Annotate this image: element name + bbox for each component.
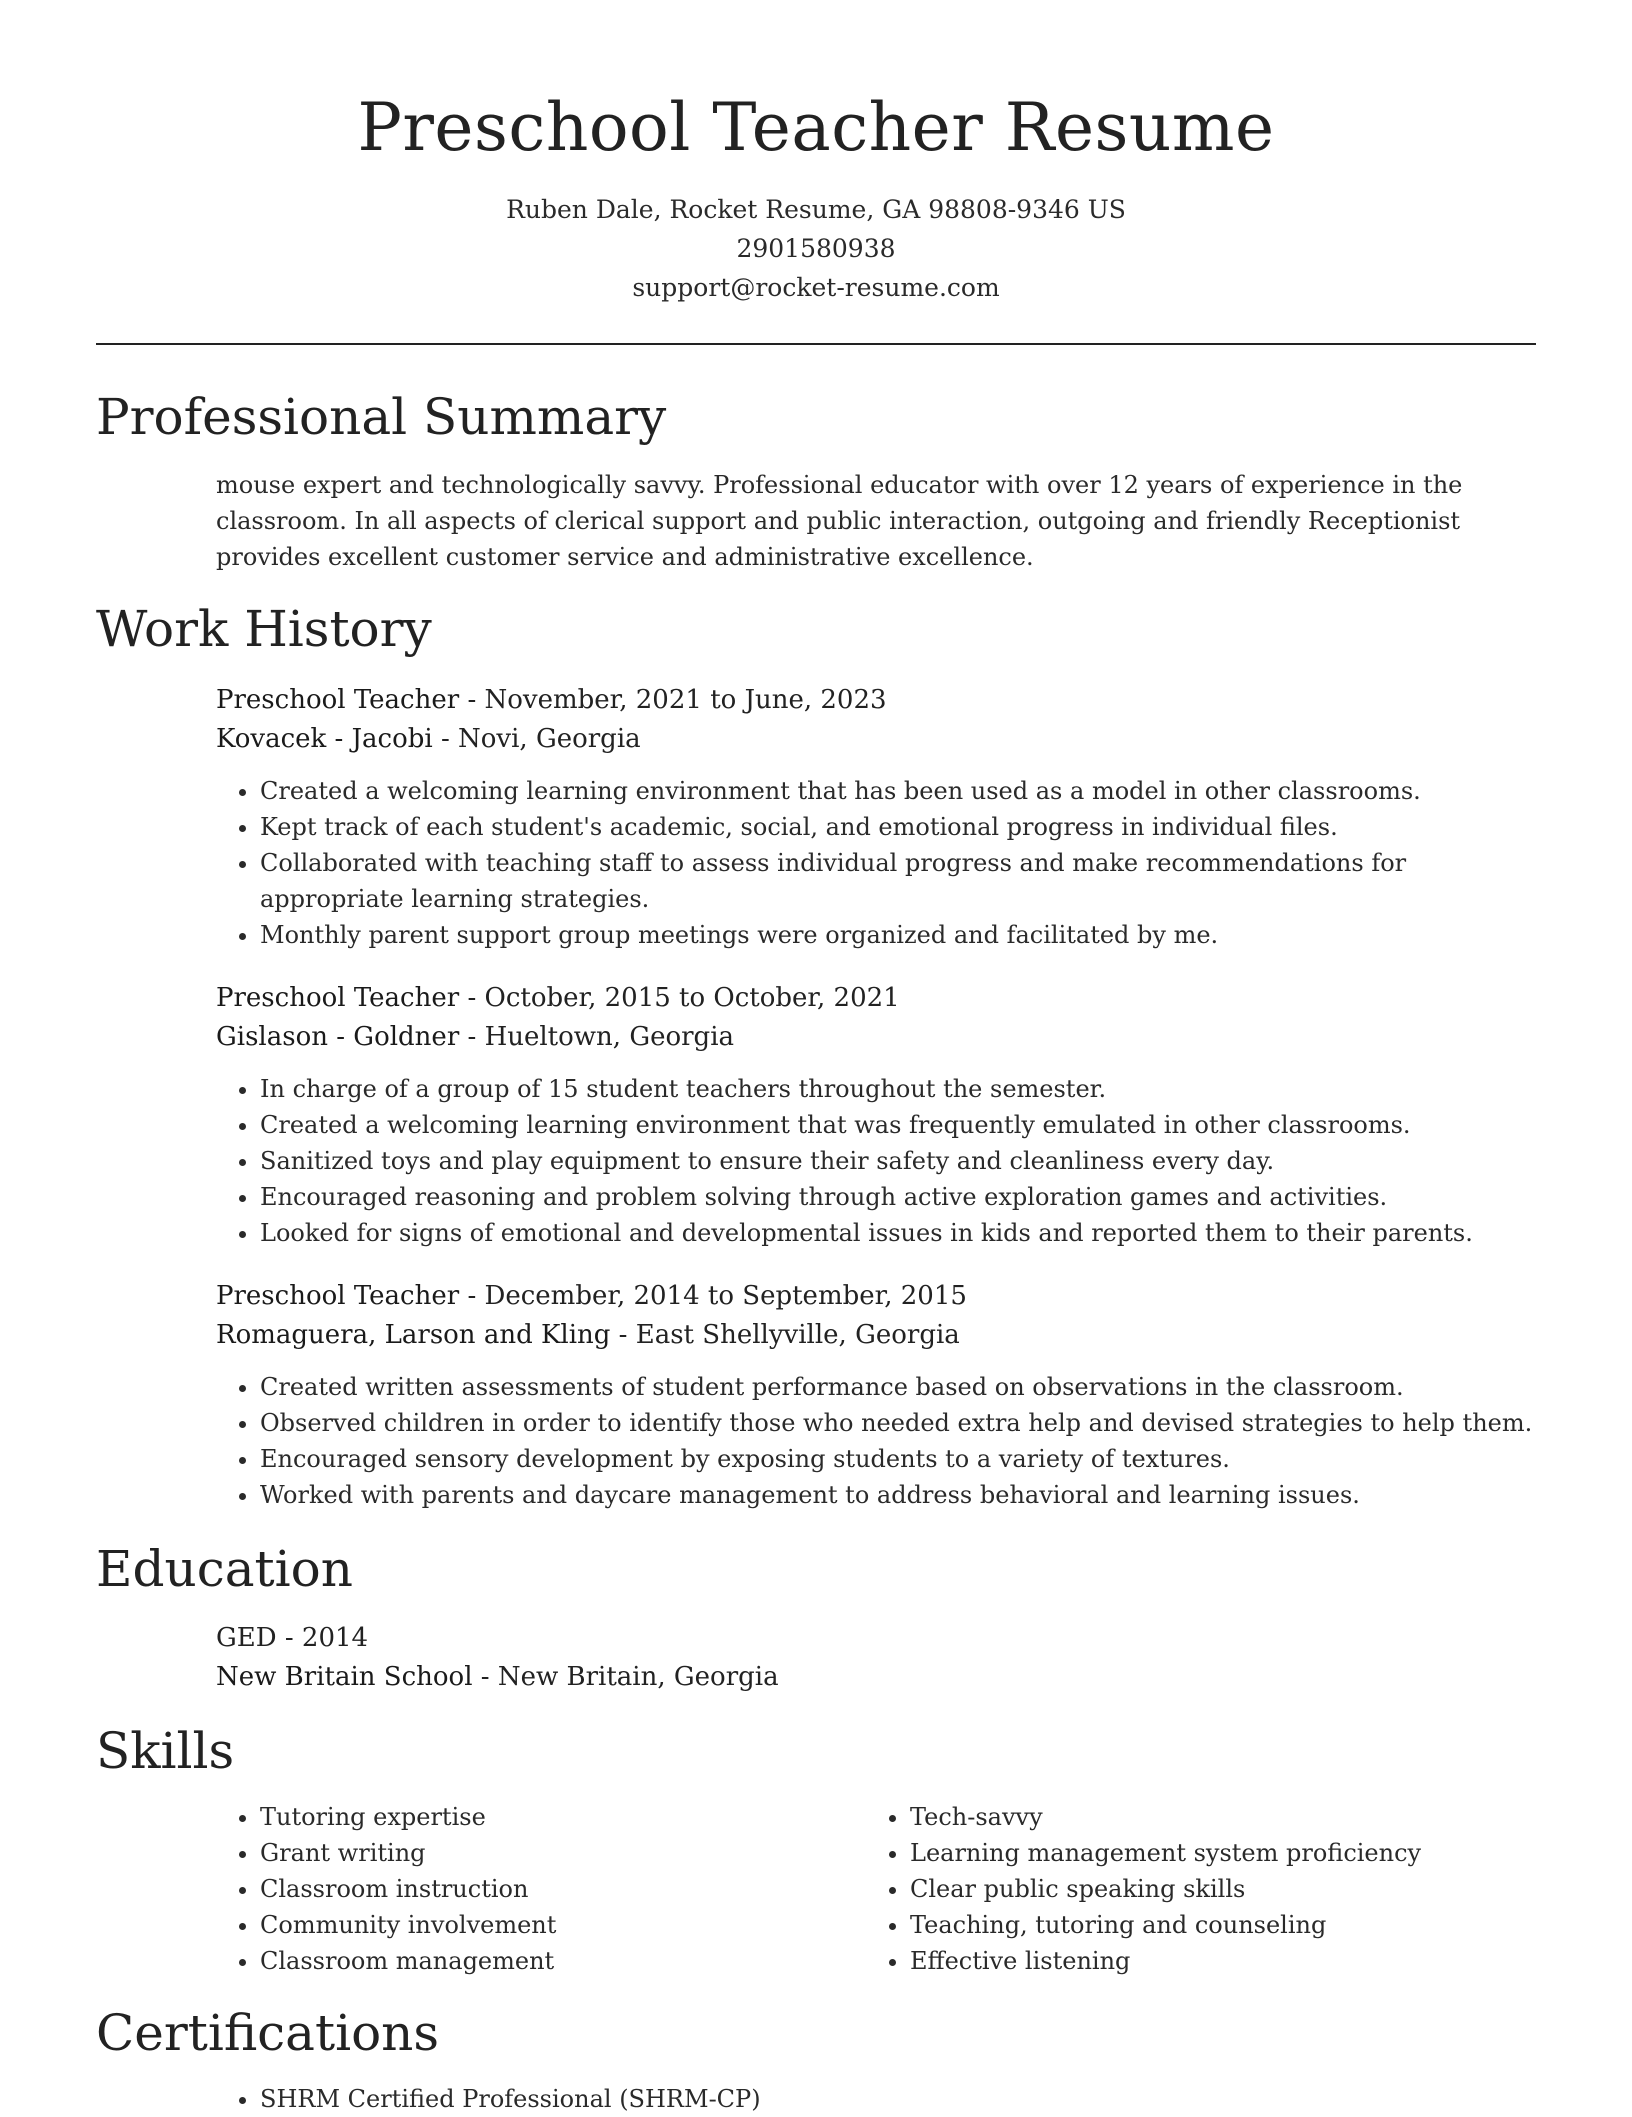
job-bullet-list xyxy=(216,773,1536,953)
job-bullet: • Collaborated with teaching staff to assess individual progress and make recommendations for appropriate learning strategies. xyxy=(260,845,1536,917)
job-title-line xyxy=(216,1277,1536,1316)
job-company: Gislason - Goldner xyxy=(216,1022,460,1052)
job-bullet: • Kept track of each student's academic, social, and emotional progress in individual files. xyxy=(260,809,1536,845)
education-section xyxy=(96,1619,1536,1697)
job-bullet: • Looked for signs of emotional and developmental issues in kids and reported them to their parents. xyxy=(260,1215,1536,1251)
skill-item: • Clear public speaking skills xyxy=(910,1871,1516,1907)
job-dates: - November, 2021 to June, 2023 xyxy=(459,685,887,715)
job-bullet-list xyxy=(216,1369,1536,1513)
job-bullet: • Created written assessments of student performance based on observations in the classroom. xyxy=(260,1369,1536,1405)
summary-text: mouse expert and technologically savvy. Professional educator with over 12 years of experience in the classroom. In all aspects of clerical support and public interaction, outgoing and friendly Receptionist provides excellent customer service and administrative excellence. xyxy=(216,471,1463,571)
skills-heading: Skills xyxy=(96,1722,235,1780)
job-company: Kovacek - Jacobi xyxy=(216,724,433,754)
skill-item: • Classroom management xyxy=(260,1943,866,1979)
page-title: Preschool Teacher Resume xyxy=(357,89,1275,166)
skill-item: • Effective listening xyxy=(910,1943,1516,1979)
skill-item: • Tutoring expertise xyxy=(260,1799,866,1835)
skills-list-left xyxy=(216,1799,866,1979)
job-title-line xyxy=(216,979,1536,1018)
skill-item: • Community involvement xyxy=(260,1907,866,1943)
job-title: Preschool Teacher xyxy=(216,1281,460,1311)
job-title-line xyxy=(216,681,1536,720)
job-bullet: • Created a welcoming learning environment that was frequently emulated in other classrooms. xyxy=(260,1107,1536,1143)
job-location: - East Shellyville, Georgia xyxy=(610,1320,960,1350)
summary-heading: Professional Summary xyxy=(96,388,667,446)
job-company-line xyxy=(216,1316,1536,1355)
skill-item: • Grant writing xyxy=(260,1835,866,1871)
resume-page xyxy=(96,0,1536,2112)
education-location: - New Britain, Georgia xyxy=(472,1662,779,1692)
job-location: - Novi, Georgia xyxy=(432,724,641,754)
job-bullet: • Sanitized toys and play equipment to ensure their safety and cleanliness every day. xyxy=(260,1143,1536,1179)
job-bullet: • In charge of a group of 15 student teachers throughout the semester. xyxy=(260,1071,1536,1107)
job-bullet: • Monthly parent support group meetings were organized and facilitated by me. xyxy=(260,917,1536,953)
resume-header xyxy=(96,0,1536,307)
job-bullet: • Created a welcoming learning environment that has been used as a model in other classrooms. xyxy=(260,773,1536,809)
education-degree: GED xyxy=(216,1623,277,1653)
skills-columns xyxy=(216,1799,1536,1979)
skill-item: • Tech-savvy xyxy=(910,1799,1516,1835)
job-entry xyxy=(216,681,1536,953)
certification-item: • SHRM Certified Professional (SHRM-CP) xyxy=(260,2081,1536,2117)
job-company-line xyxy=(216,1018,1536,1057)
education-school: New Britain School xyxy=(216,1662,473,1692)
job-entry xyxy=(216,1277,1536,1513)
skill-item: • Classroom instruction xyxy=(260,1871,866,1907)
job-dates: - December, 2014 to September, 2015 xyxy=(459,1281,967,1311)
work-history-section xyxy=(96,681,1536,1513)
job-company-line xyxy=(216,720,1536,759)
education-degree-line xyxy=(216,1619,1536,1658)
header-divider xyxy=(96,343,1536,345)
job-dates: - October, 2015 to October, 2021 xyxy=(459,983,900,1013)
job-bullet-list xyxy=(216,1071,1536,1251)
job-bullet: • Worked with parents and daycare management to address behavioral and learning issues. xyxy=(260,1477,1536,1513)
job-location: - Hueltown, Georgia xyxy=(459,1022,735,1052)
contact-email: support@rocket-resume.com xyxy=(632,273,1000,302)
education-heading: Education xyxy=(96,1540,353,1598)
contact-address: Ruben Dale, Rocket Resume, GA 98808-9346 US xyxy=(506,195,1126,224)
skill-item: • Learning management system proficiency xyxy=(910,1835,1516,1871)
job-bullet: • Encouraged reasoning and problem solving through active exploration games and activities. xyxy=(260,1179,1536,1215)
job-entry xyxy=(216,979,1536,1251)
job-bullet: • Observed children in order to identify those who needed extra help and devised strategies to help them. xyxy=(260,1405,1536,1441)
certifications-heading: Certifications xyxy=(96,2004,440,2062)
summary-section xyxy=(96,467,1536,575)
job-company: Romaguera, Larson and Kling xyxy=(216,1320,611,1350)
skills-section xyxy=(96,1799,1536,1979)
work-history-heading: Work History xyxy=(96,600,432,658)
skill-item: • Teaching, tutoring and counseling xyxy=(910,1907,1516,1943)
job-title: Preschool Teacher xyxy=(216,685,460,715)
education-school-line xyxy=(216,1658,1536,1697)
skills-list-right xyxy=(866,1799,1516,1979)
education-year: - 2014 xyxy=(276,1623,369,1653)
contact-phone: 2901580938 xyxy=(736,234,896,263)
job-title: Preschool Teacher xyxy=(216,983,460,1013)
contact-info xyxy=(96,190,1536,307)
job-bullet: • Encouraged sensory development by exposing students to a variety of textures. xyxy=(260,1441,1536,1477)
